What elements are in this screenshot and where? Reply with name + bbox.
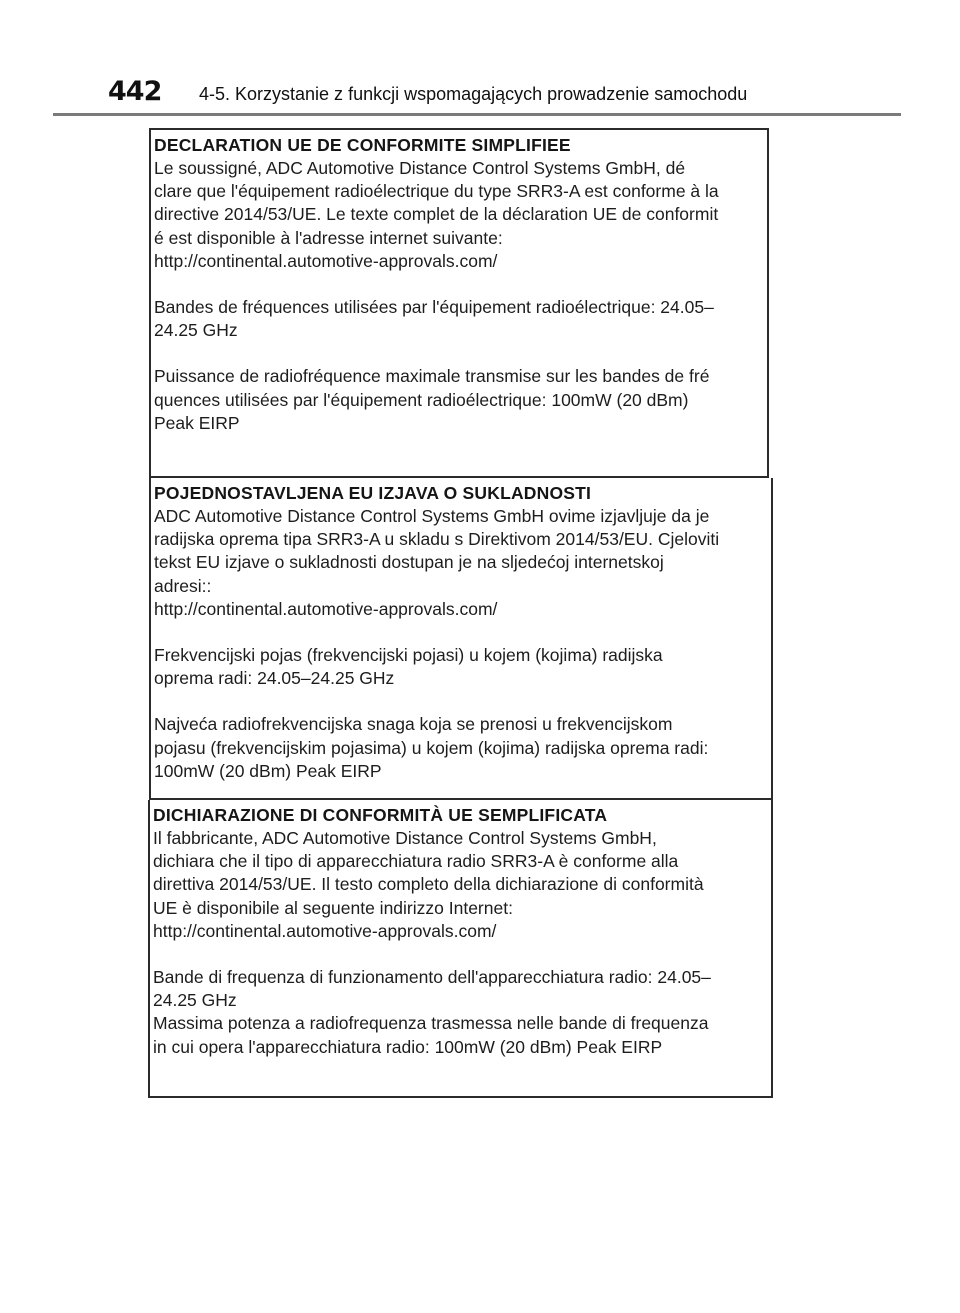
paragraph-spacer <box>154 690 765 713</box>
paragraph-spacer <box>154 342 761 365</box>
section-title: 4-5. Korzystanie z funkcji wspomagających prowadzenie samochodu <box>199 84 748 104</box>
paragraph-spacer <box>154 273 761 296</box>
paragraph-spacer <box>154 621 765 644</box>
frequency-band-paragraph: Bandes de fréquences utilisées par l'équipement radioélectrique: 24.05– 24.25 GHz <box>154 297 714 341</box>
max-power-paragraph: Najveća radiofrekvencijska snaga koja se prenosi u frekvencijskom pojasu (frekvencijskim pojasima) u kojem (kojima) radijska oprema radi: 100mW (20 dBm) Peak EIRP <box>154 714 709 781</box>
page-header <box>0 0 960 120</box>
declaration-paragraph: ADC Automotive Distance Control Systems GmbH ovime izjavljuje da je radijska oprema tipa SRR3-A u skladu s Direktivom 2014/53/EU. Cjeloviti tekst EU izjave o sukladnosti dostupan je na sljedećoj internetskoj adresi:: http://continental.automotive-approvals.com/ <box>154 506 720 619</box>
frequency-and-power-paragraph: Bande di frequenza di funzionamento dell'apparecchiatura radio: 24.05– 24.25 GHz Massima potenza a radiofrequenza trasmessa nelle bande di frequenza in cui opera l'apparecchiatura radio: 100mW (20 dBm) Peak EIRP <box>153 967 711 1057</box>
header-divider <box>53 113 901 116</box>
max-power-paragraph: Puissance de radiofréquence maximale transmise sur les bandes de fré quences utilisées par l'équipement radioélectrique: 100mW (20 dBm) Peak EIRP <box>154 366 710 433</box>
declaration-paragraph: Il fabbricante, ADC Automotive Distance Control Systems GmbH, dichiara che il tipo di apparecchiatura radio SRR3-A è conforme alla direttiva 2014/53/UE. Il testo completo della dichiarazione di conformità UE è disponibile al seguente indirizzo Internet: http://continental.automotive-approvals.com/ <box>153 828 704 941</box>
declaration-title-croatian: POJEDNOSTAVLJENA EU IZJAVA O SUKLADNOSTI <box>154 483 592 503</box>
declaration-box-french <box>149 128 769 478</box>
page-number: 442 <box>108 76 162 107</box>
declaration-box-croatian <box>149 478 773 800</box>
declaration-box-italian <box>148 800 773 1098</box>
declaration-paragraph: Le soussigné, ADC Automotive Distance Control Systems GmbH, dé clare que l'équipement radioélectrique du type SRR3-A est conforme à la directive 2014/53/UE. Le texte complet de la déclaration UE de conformit é est disponible à l'adresse internet suivante: http://continental.automotive-approvals.com/ <box>154 158 719 271</box>
frequency-band-paragraph: Frekvencijski pojas (frekvencijski pojasi) u kojem (kojima) radijska oprema radi: 24.05–24.25 GHz <box>154 645 663 689</box>
paragraph-spacer <box>153 943 765 966</box>
declaration-title-italian: DICHIARAZIONE DI CONFORMITÀ UE SEMPLIFICATA <box>153 805 608 825</box>
declaration-title-french: DECLARATION UE DE CONFORMITE SIMPLIFIEE <box>154 135 571 155</box>
